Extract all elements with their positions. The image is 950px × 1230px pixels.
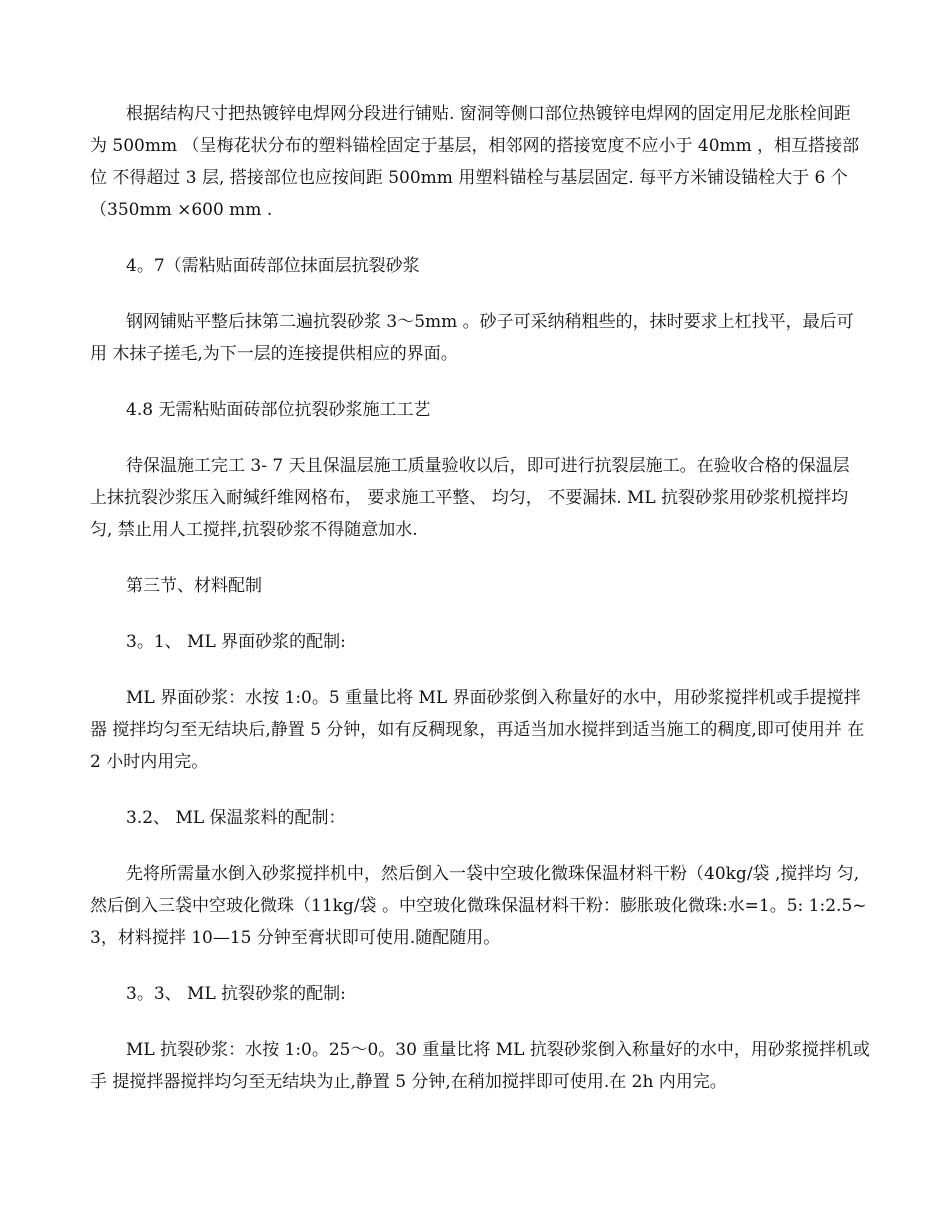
heading-4-7: 4。7（需粘贴面砖部位抹面层抗裂砂浆 [126,256,420,276]
heading-3-2: 3.2、 ML 保温浆料的配制： [126,808,346,828]
paragraph-insulation-slurry: 先将所需量水倒入砂浆搅拌机中，然后倒入一袋中空玻化微珠保温材料干粉（40kg/袋 ,搅拌均 匀,然后倒入三袋中空玻化微珠（11kg/袋 。中空玻化微珠保温材料干粉：膨胀玻化微珠:水=1。5: 1:2.5~3，材料搅拌 10—15 分钟至膏状即可使用.随配随用。 [90,864,867,948]
paragraph-interface-mortar: ML 界面砂浆：水按 1:0。5 重量比将 ML 界面砂浆倒入称量好的水中，用砂浆搅拌机或手提搅拌器 搅拌均匀至无结块后,静置 5 分钟，如有反稠现象，再适当加水搅拌到适当施工的稠度,即可使用并 在 2 小时内用完。 [90,688,865,772]
heading-4-8: 4.8 无需粘贴面砖部位抗裂砂浆施工工艺 [126,400,431,420]
paragraph-mesh-installation: 根据结构尺寸把热镀锌电焊网分段进行铺贴. 窗洞等侧口部位热镀锌电焊网的固定用尼龙胀栓间距 为 500mm （呈梅花状分布的塑料锚栓固定于基层，相邻网的搭接宽度不应小于 40mm ，相互搭接部位 不得超过 3 层, 搭接部位也应按间距 500mm 用塑料锚栓与基层固定. 每平方米铺设锚栓大于 6 个 （350mm ×600 mm . [90,104,860,220]
heading-section-3: 第三节、材料配制 [126,576,262,596]
heading-3-1: 3。1、 ML 界面砂浆的配制: [126,632,346,652]
document-body [90,98,870,1122]
paragraph-anti-crack-layer: 待保温施工完工 3- 7 天且保温层施工质量验收以后，即可进行抗裂层施工。在验收合格的保温层 上抹抗裂沙浆压入耐缄纤维网格布， 要求施工平整、 均匀， 不要漏抹. ML 抗裂砂浆用砂浆机搅拌均匀, 禁止用人工搅拌,抗裂砂浆不得随意加水. [90,456,850,540]
paragraph-anti-crack-mortar: ML 抗裂砂浆：水按 1:0。25～0。30 重量比将 ML 抗裂砂浆倒入称量好的水中，用砂浆搅拌机或手 提搅拌器搅拌均匀至无结块为止,静置 5 分钟,在稍加搅拌即可使用.在 2h 内用完。 [90,1040,870,1092]
heading-3-3: 3。3、 ML 抗裂砂浆的配制: [126,984,346,1004]
paragraph-second-coat: 钢网铺贴平整后抹第二遍抗裂砂浆 3～5mm 。砂子可采纳稍粗些的，抹时要求上杠找平，最后可用 木抹子搓毛,为下一层的连接提供相应的界面。 [90,312,854,364]
